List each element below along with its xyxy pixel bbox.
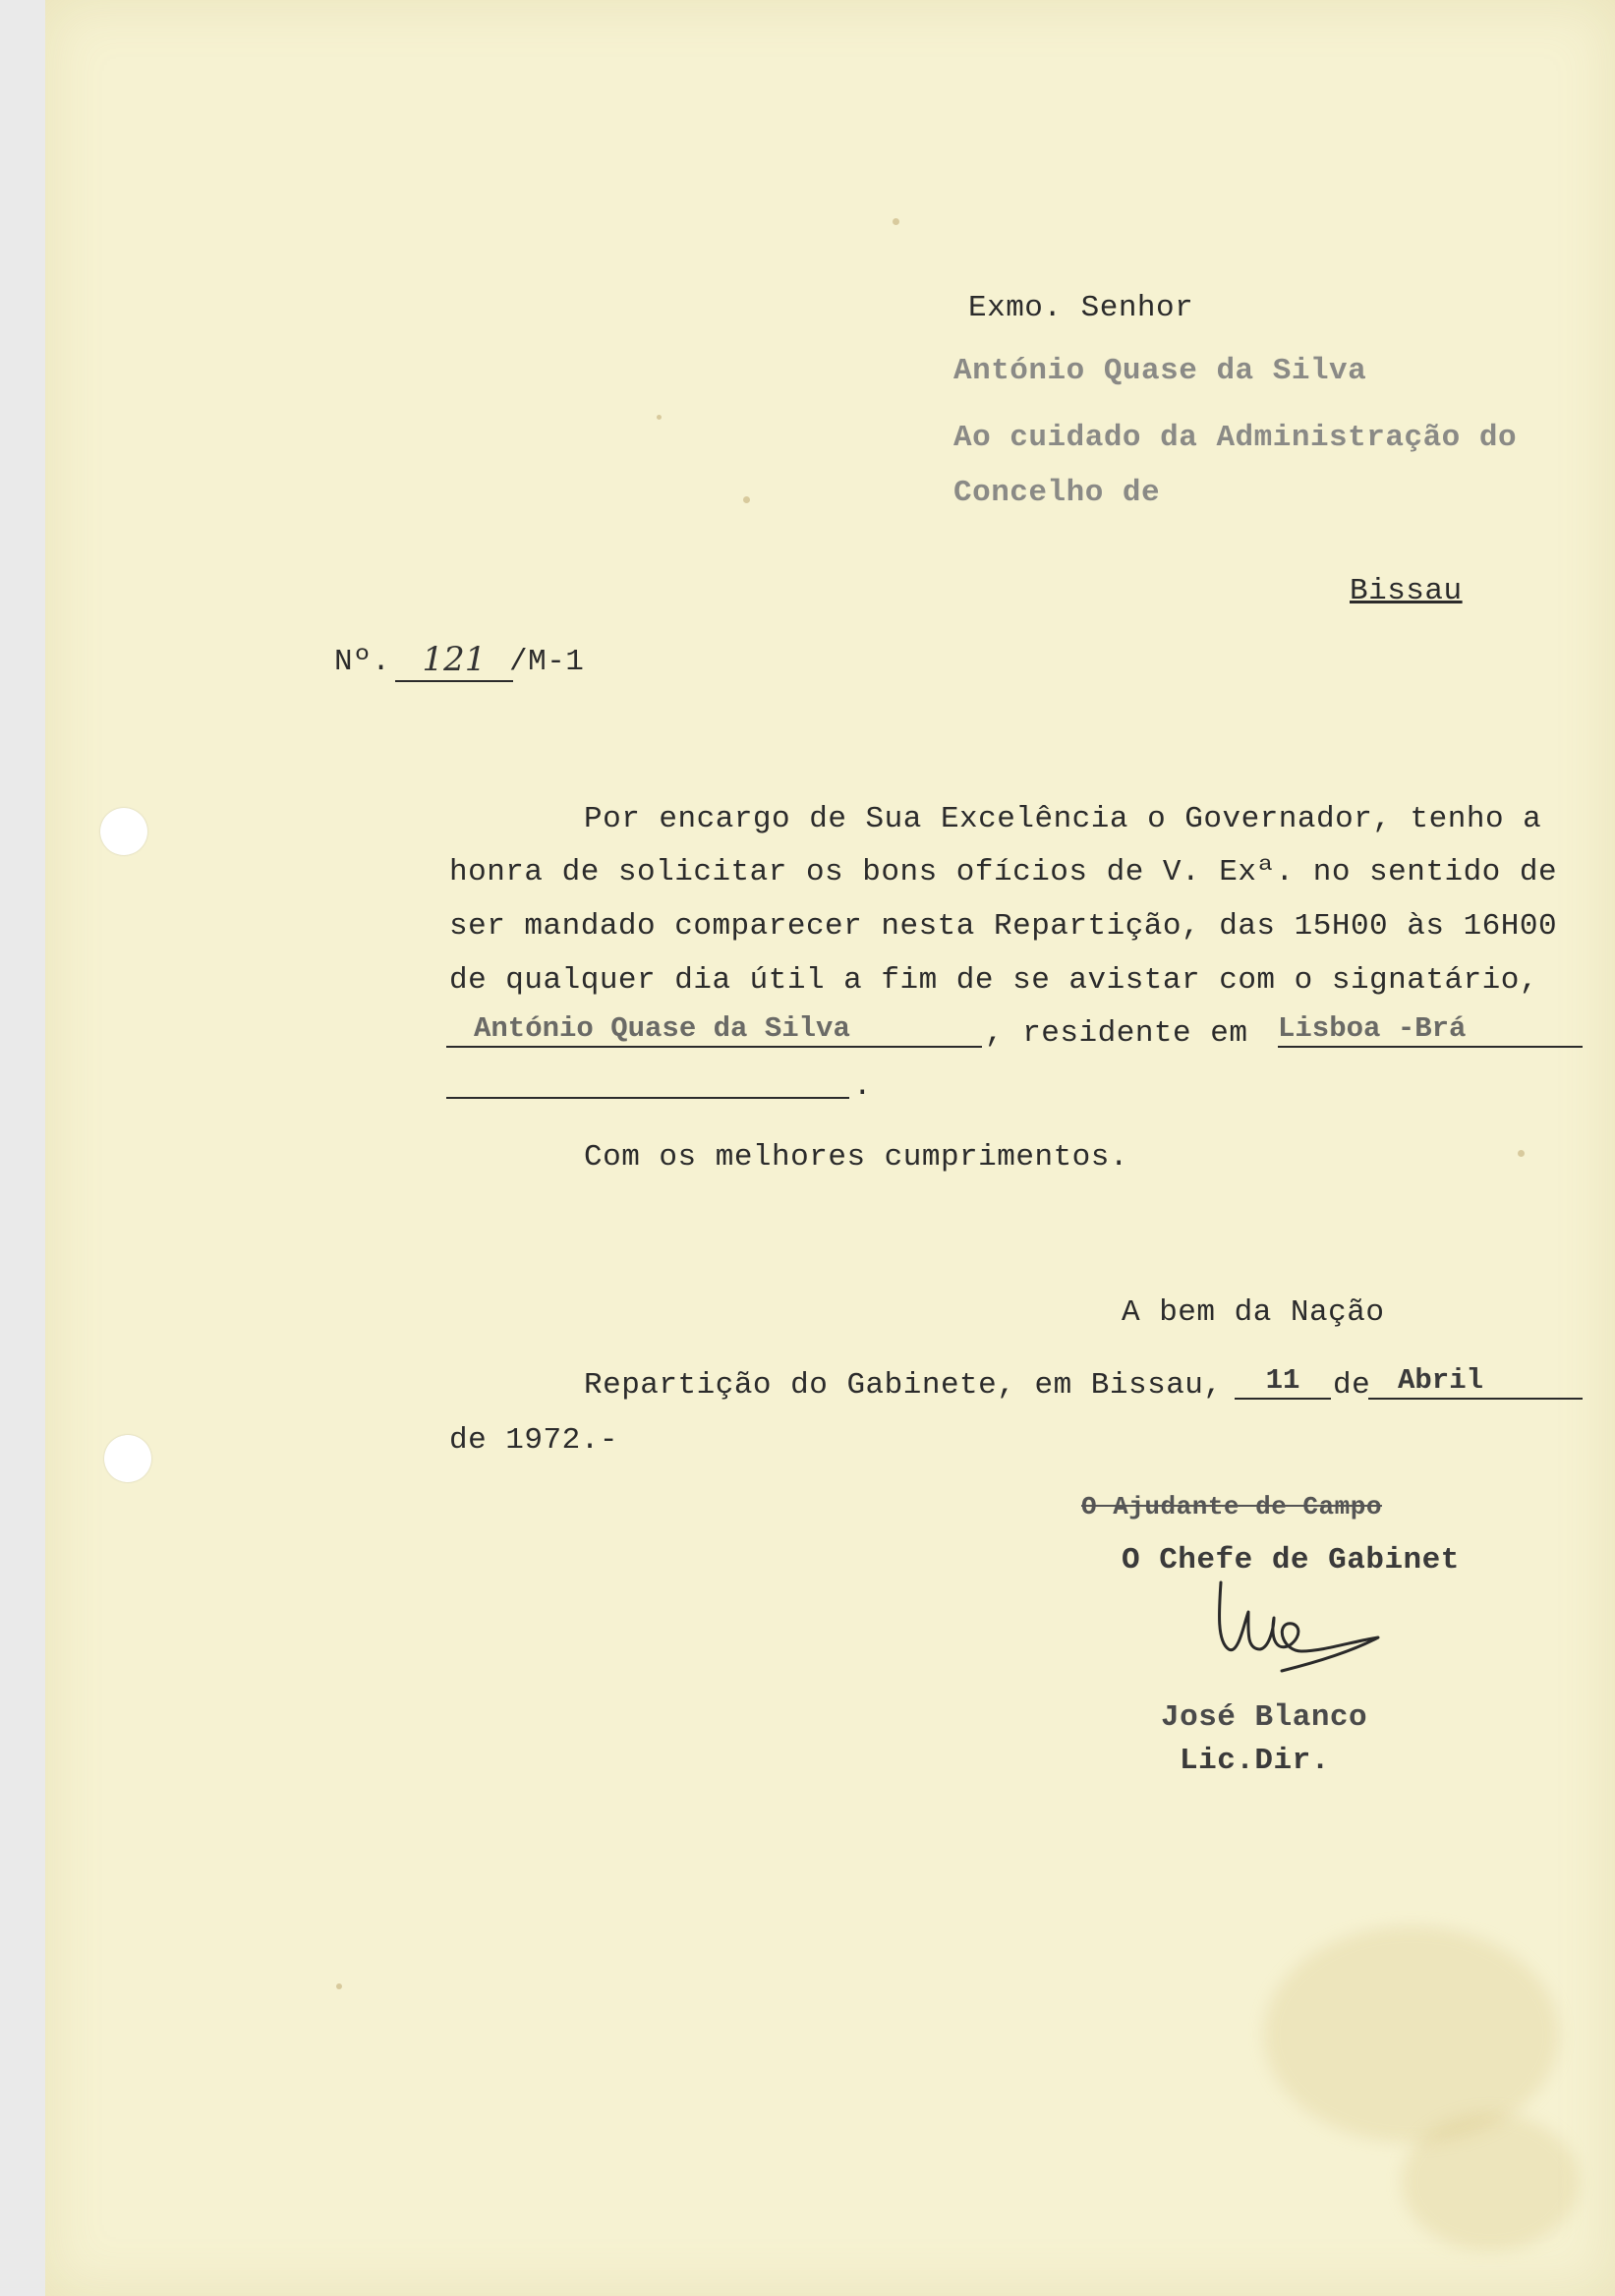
signatory-title: O Chefe de Gabinet [1122, 1543, 1460, 1578]
residence-value: Lisboa -Brá [1278, 1012, 1467, 1045]
letter-page [45, 0, 1615, 2296]
blank-line-period: . [853, 1069, 873, 1104]
body-line-3: ser mandado comparecer nesta Repartição, das 15H00 às 16H00 [449, 909, 1558, 944]
care-of-line2: Concelho de [953, 476, 1161, 510]
spot [743, 496, 750, 503]
closing-greeting: Com os melhores cumprimentos. [584, 1140, 1128, 1175]
reference-suffix: /M-1 [509, 645, 585, 679]
reference-prefix: Nº. [334, 645, 391, 679]
reference-number: 121 [422, 640, 487, 679]
body-line-2: honra de solicitar os bons ofícios de V. Exª. no sentido de [449, 855, 1558, 890]
punch-hole [100, 808, 147, 855]
stain [1402, 2113, 1579, 2251]
recipient-city: Bissau [1350, 574, 1463, 608]
signatory-credentials: Lic.Dir. [1180, 1744, 1330, 1778]
care-of-line1: Ao cuidado da Administração do [953, 421, 1518, 455]
salutation: Exmo. Senhor [968, 291, 1194, 325]
body-line-1: Por encargo de Sua Excelência o Governador, tenho a [584, 802, 1542, 836]
punch-hole [104, 1435, 151, 1482]
struck-title: O Ajudante de Campo [1081, 1492, 1382, 1521]
residence-label: , residente em [985, 1016, 1248, 1051]
signatory-name: José Blanco [1161, 1700, 1368, 1735]
body-line-4: de qualquer dia útil a fim de se avistar com o signatário, [449, 963, 1538, 998]
person-name-field [446, 1012, 982, 1048]
recipient-name: António Quase da Silva [953, 354, 1367, 388]
stain [1264, 1926, 1559, 2143]
spot [1518, 1150, 1525, 1157]
date-day: 11 [1265, 1364, 1300, 1397]
day-field [1235, 1364, 1331, 1400]
spot [893, 218, 899, 225]
residence-field [1278, 1012, 1583, 1048]
handwritten-signature [1205, 1573, 1402, 1710]
date-year-line: de 1972.- [449, 1423, 618, 1458]
date-month: Abril [1398, 1364, 1484, 1397]
person-name: António Quase da Silva [474, 1012, 850, 1045]
date-de: de [1333, 1368, 1371, 1403]
motto: A bem da Nação [1122, 1295, 1385, 1330]
date-prefix: Repartição do Gabinete, em Bissau, [584, 1368, 1223, 1403]
spot [336, 1983, 342, 1989]
reference-number-field [395, 640, 513, 682]
month-field [1368, 1364, 1583, 1400]
spot [657, 415, 662, 420]
blank-line [446, 1063, 849, 1099]
